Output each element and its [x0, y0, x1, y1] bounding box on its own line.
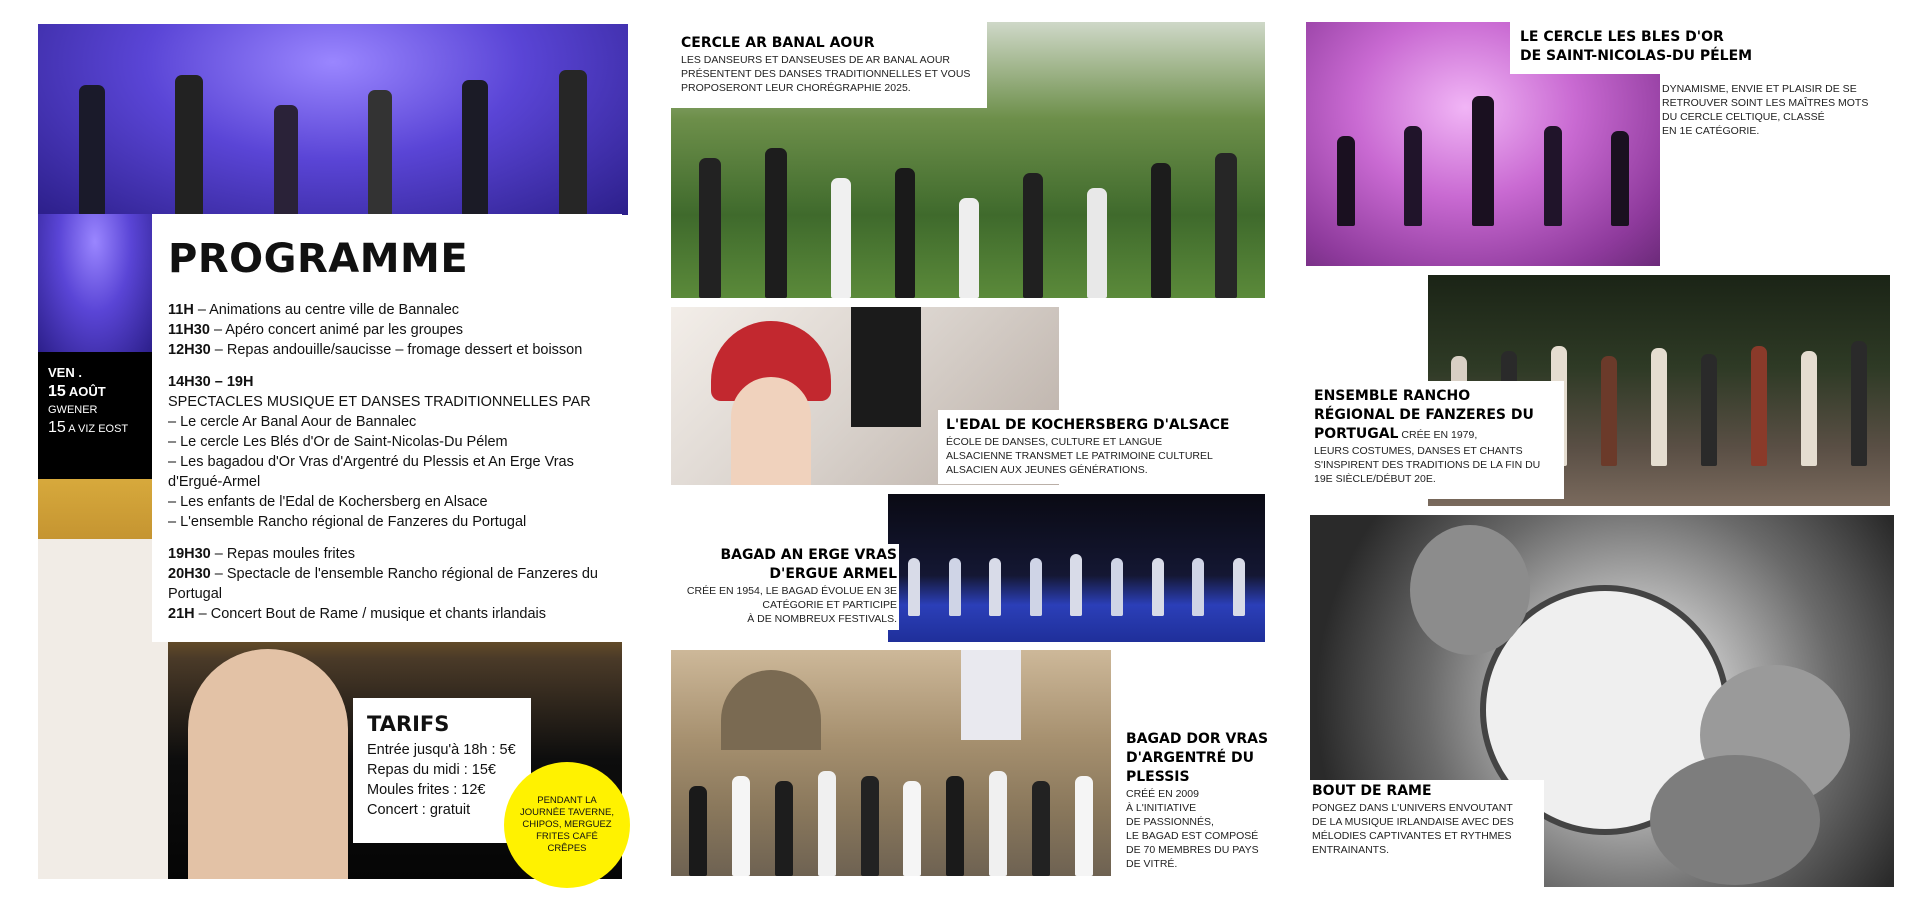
rancho-line: S'INSPIRENT DES TRADITIONS DE LA FIN DU — [1314, 459, 1541, 471]
ar-banal-aour-caption — [671, 22, 987, 108]
bout-de-rame-caption — [1306, 780, 1544, 888]
bagad-dor-vras-line: DE PASSIONNÉS, — [1126, 816, 1214, 828]
event-date-box — [38, 352, 152, 479]
afternoon-heading: SPECTACLES MUSIQUE ET DANSES TRADITIONNELLES PAR — [168, 394, 591, 410]
bagad-an-erge-vras-text-1: CRÉE EN 1954, LE BAGAD ÉVOLUE EN 3E — [686, 585, 897, 597]
tarif-line: Entrée jusqu'à 18h : 5€ — [367, 742, 516, 758]
tarif-line: Moules frites : 12€ — [367, 782, 486, 798]
date-breton-number: 15 — [48, 419, 66, 436]
rancho-line: 19E SIÈCLE/DÉBUT 20E. — [1314, 473, 1436, 485]
bles-dor-title-box — [1510, 22, 1820, 74]
bagad-an-erge-vras-text-3: À DE NOMBREUX FESTIVALS. — [747, 613, 897, 625]
bout-de-rame-line: DE LA MUSIQUE IRLANDAISE AVEC DES — [1312, 816, 1514, 828]
rancho-title-3: PORTUGAL — [1314, 426, 1399, 442]
rancho-title-tail: CRÉE EN 1979, — [1398, 429, 1478, 441]
schedule-line: 11H – Animations au centre ville de Bannalec — [168, 302, 460, 318]
bagad-dor-vras-title-3: PLESSIS — [1126, 769, 1190, 785]
bagad-dor-vras-line: DE 70 MEMBRES DU PAYS — [1126, 844, 1259, 856]
rancho-line: LEURS COSTUMES, DANSES ET CHANTS — [1314, 445, 1523, 457]
bles-dor-line: EN 1E CATÉGORIE. — [1662, 125, 1760, 137]
bagad-an-erge-vras-title-2: D'ERGUE ARMEL — [769, 566, 897, 582]
bles-dor-line: DYNAMISME, ENVIE ET PLAISIR DE SE — [1662, 83, 1857, 95]
rancho-title-1: ENSEMBLE RANCHO — [1314, 388, 1471, 404]
programme-title: PROGRAMME — [168, 236, 469, 282]
schedule-line: 11H30 – Apéro concert animé par les groupes — [168, 322, 464, 338]
tarifs-title: TARIFS — [367, 712, 450, 736]
schedule-line: 12H30 – Repas andouille/saucisse – fromage dessert et boisson — [168, 342, 583, 358]
performer-item: – Les bagadou d'Or Vras d'Argentré du Plessis et An Erge Vras — [168, 454, 574, 470]
bagad-an-erge-vras-text-2: CATÉGORIE ET PARTICIPE — [762, 599, 897, 611]
bout-de-rame-title: BOUT DE RAME — [1312, 783, 1432, 799]
ar-banal-aour-text: LES DANSEURS ET DANSEUSES DE AR BANAL AOUR PRÉSENTENT DES DANSES TRADITIONNELLES ET VOUS PROPOSERONT LEUR CHORÉGRAPHIE 2025. — [681, 54, 971, 94]
bles-dor-title-1: LE CERCLE LES BLES D'OR — [1520, 29, 1724, 45]
tarif-line: Repas du midi : 15€ — [367, 762, 496, 778]
rancho-title-2: RÉGIONAL DE FANZERES DU — [1314, 407, 1534, 423]
food-stand-badge: PENDANT LA JOURNÉE TAVERNE, CHIPOS, MERGUEZ FRITES CAFÉ CRÊPES — [504, 762, 630, 888]
bagad-dor-vras-photo — [671, 650, 1111, 876]
bagad-an-erge-vras-photo — [888, 494, 1265, 642]
bagad-an-erge-vras-caption — [671, 544, 899, 630]
bles-dor-text-box — [1660, 80, 1890, 150]
schedule-line: 19H30 – Repas moules frites — [168, 546, 355, 562]
bagad-dor-vras-line: LE BAGAD EST COMPOSÉ — [1126, 830, 1259, 842]
programme-panel — [152, 214, 622, 642]
schedule-line: Portugal — [168, 586, 223, 602]
performer-item: d'Ergué-Armel — [168, 474, 261, 490]
performer-item: – Les enfants de l'Edal de Kochersberg en Alsace — [168, 494, 488, 510]
date-day: VEN . — [48, 365, 82, 380]
schedule-line: 20H30 – Spectacle de l'ensemble Rancho régional de Fanzeres du — [168, 566, 598, 582]
date-month: AOÛT — [68, 384, 106, 399]
ar-banal-aour-title: CERCLE AR BANAL AOUR — [681, 35, 875, 51]
date-breton-month: A VIZ EOST — [68, 423, 129, 435]
bout-de-rame-line: PONGEZ DANS L'UNIVERS ENVOUTANT — [1312, 802, 1513, 814]
bles-dor-line: DU CERCLE CELTIQUE, CLASSÉ — [1662, 111, 1825, 123]
bagad-dor-vras-title-2: D'ARGENTRÉ DU — [1126, 750, 1255, 766]
bles-dor-title-2: DE SAINT-NICOLAS-DU PÉLEM — [1520, 48, 1753, 64]
bagad-dor-vras-line: À L'INITIATIVE — [1126, 802, 1197, 814]
bagad-dor-vras-line: DE VITRÉ. — [1126, 858, 1178, 870]
performer-item: – Le cercle Les Blés d'Or de Saint-Nicolas-Du Pélem — [168, 434, 508, 450]
afternoon-time: 14H30 – 19H — [168, 374, 254, 390]
rancho-fanzeres-caption — [1306, 381, 1564, 499]
bout-de-rame-line: MÉLODIES CAPTIVANTES ET RYTHMES — [1312, 830, 1512, 842]
bles-dor-line: RETROUVER SOINT LES MAÎTRES MOTS — [1662, 97, 1869, 109]
bout-de-rame-line: ENTRAINANTS. — [1312, 844, 1390, 856]
bagad-dor-vras-caption — [1124, 728, 1274, 878]
bagad-dor-vras-line: CRÉÉ EN 2009 — [1126, 788, 1199, 800]
performer-item: – L'ensemble Rancho régional de Fanzeres du Portugal — [168, 514, 527, 530]
date-number: 15 — [48, 383, 66, 400]
date-breton-day: GWENER — [48, 404, 98, 416]
breton-dancers-photo — [38, 24, 628, 215]
edal-kochersberg-text: ÉCOLE DE DANSES, CULTURE ET LANGUE ALSACIENNE TRANSMET LE PATRIMOINE CULTUREL ALSACIEN AUX JEUNES GÉNÉRATIONS. — [946, 436, 1213, 476]
edal-kochersberg-caption — [938, 410, 1238, 484]
bagad-an-erge-vras-title-1: BAGAD AN ERGE VRAS — [720, 547, 897, 563]
edal-kochersberg-title: L'EDAL DE KOCHERSBERG D'ALSACE — [946, 417, 1230, 433]
performer-item: – Le cercle Ar Banal Aour de Bannalec — [168, 414, 417, 430]
bagad-dor-vras-title-1: BAGAD DOR VRAS — [1126, 731, 1269, 747]
schedule-line: 21H – Concert Bout de Rame / musique et chants irlandais — [168, 606, 547, 622]
tarif-line: Concert : gratuit — [367, 802, 471, 818]
breton-dancers-photo-lower — [38, 214, 152, 352]
